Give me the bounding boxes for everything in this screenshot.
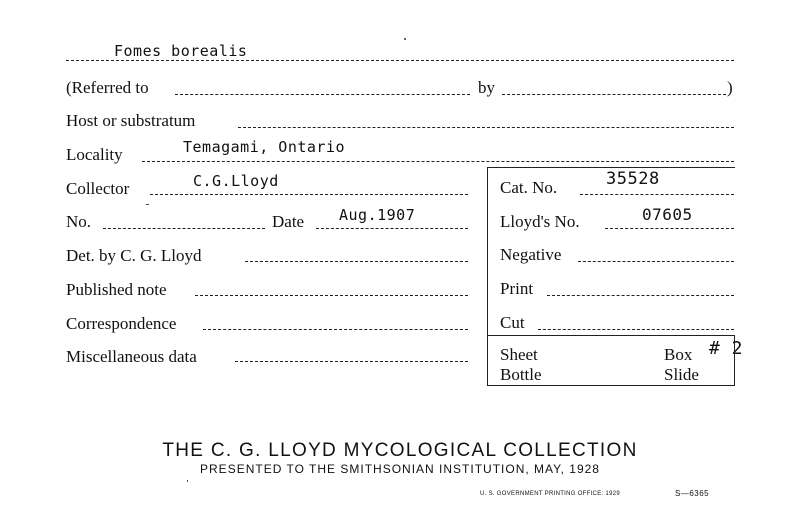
correspondence-label: Correspondence xyxy=(66,314,177,333)
date-line xyxy=(316,228,468,229)
no-label: No. xyxy=(66,212,92,231)
box-value: # 2 xyxy=(709,338,744,359)
misc-label: Miscellaneous data xyxy=(66,347,197,366)
right-panel-top-border xyxy=(487,167,735,168)
collection-title: THE C. G. LLOYD MYCOLOGICAL COLLECTION xyxy=(162,440,638,461)
lloyds-no-line xyxy=(605,228,734,229)
sheet-label: Sheet xyxy=(500,345,538,364)
date-label: Date xyxy=(272,212,305,231)
right-panel-cut-border xyxy=(487,335,735,336)
right-panel-left-border xyxy=(487,167,488,385)
published-label: Published note xyxy=(66,280,167,299)
negative-line xyxy=(578,261,734,262)
collector-label: Collector xyxy=(66,179,130,198)
cut-line xyxy=(538,329,734,330)
collector-line xyxy=(150,194,468,195)
close-paren: ) xyxy=(727,78,733,97)
species-name: Fomes borealis xyxy=(114,42,248,60)
paper-speck xyxy=(146,204,149,205)
cat-no-label: Cat. No. xyxy=(500,178,558,197)
host-label: Host or substratum xyxy=(66,111,196,130)
print-label: Print xyxy=(500,279,534,298)
right-panel-bottom-border xyxy=(487,385,735,386)
host-line xyxy=(238,127,734,128)
cut-label: Cut xyxy=(500,313,525,332)
negative-label: Negative xyxy=(500,245,562,264)
referred-to-label: (Referred to xyxy=(66,78,149,97)
cat-no-line xyxy=(580,194,734,195)
by-label: by xyxy=(478,78,495,97)
det-by-label: Det. by C. G. Lloyd xyxy=(66,246,202,265)
paper-speck xyxy=(404,38,406,40)
box-label: Box xyxy=(664,345,693,364)
bottle-label: Bottle xyxy=(500,365,542,384)
misc-line xyxy=(235,361,468,362)
locality-value: Temagami, Ontario xyxy=(183,138,346,156)
date-value: Aug.1907 xyxy=(339,206,416,224)
print-line xyxy=(547,295,734,296)
printing-office-imprint: U. S. GOVERNMENT PRINTING OFFICE: 1929 xyxy=(480,491,620,497)
lloyds-no-label: Lloyd's No. xyxy=(500,212,580,231)
correspondence-line xyxy=(203,329,468,330)
det-by-line xyxy=(245,261,468,262)
lloyds-no-value: 07605 xyxy=(642,205,693,224)
slide-label: Slide xyxy=(664,365,699,384)
locality-label: Locality xyxy=(66,145,123,164)
paper-speck xyxy=(187,480,188,482)
form-number: S—6365 xyxy=(675,489,710,498)
referred-to-line xyxy=(175,94,470,95)
cat-no-value: 35528 xyxy=(606,169,660,189)
no-line xyxy=(103,228,265,229)
published-line xyxy=(195,295,468,296)
by-line xyxy=(502,94,726,95)
collector-value: C.G.Lloyd xyxy=(193,172,279,190)
locality-line xyxy=(142,161,734,162)
species-line xyxy=(66,60,734,61)
collection-subtitle: PRESENTED TO THE SMITHSONIAN INSTITUTION, MAY, 1928 xyxy=(200,462,600,476)
